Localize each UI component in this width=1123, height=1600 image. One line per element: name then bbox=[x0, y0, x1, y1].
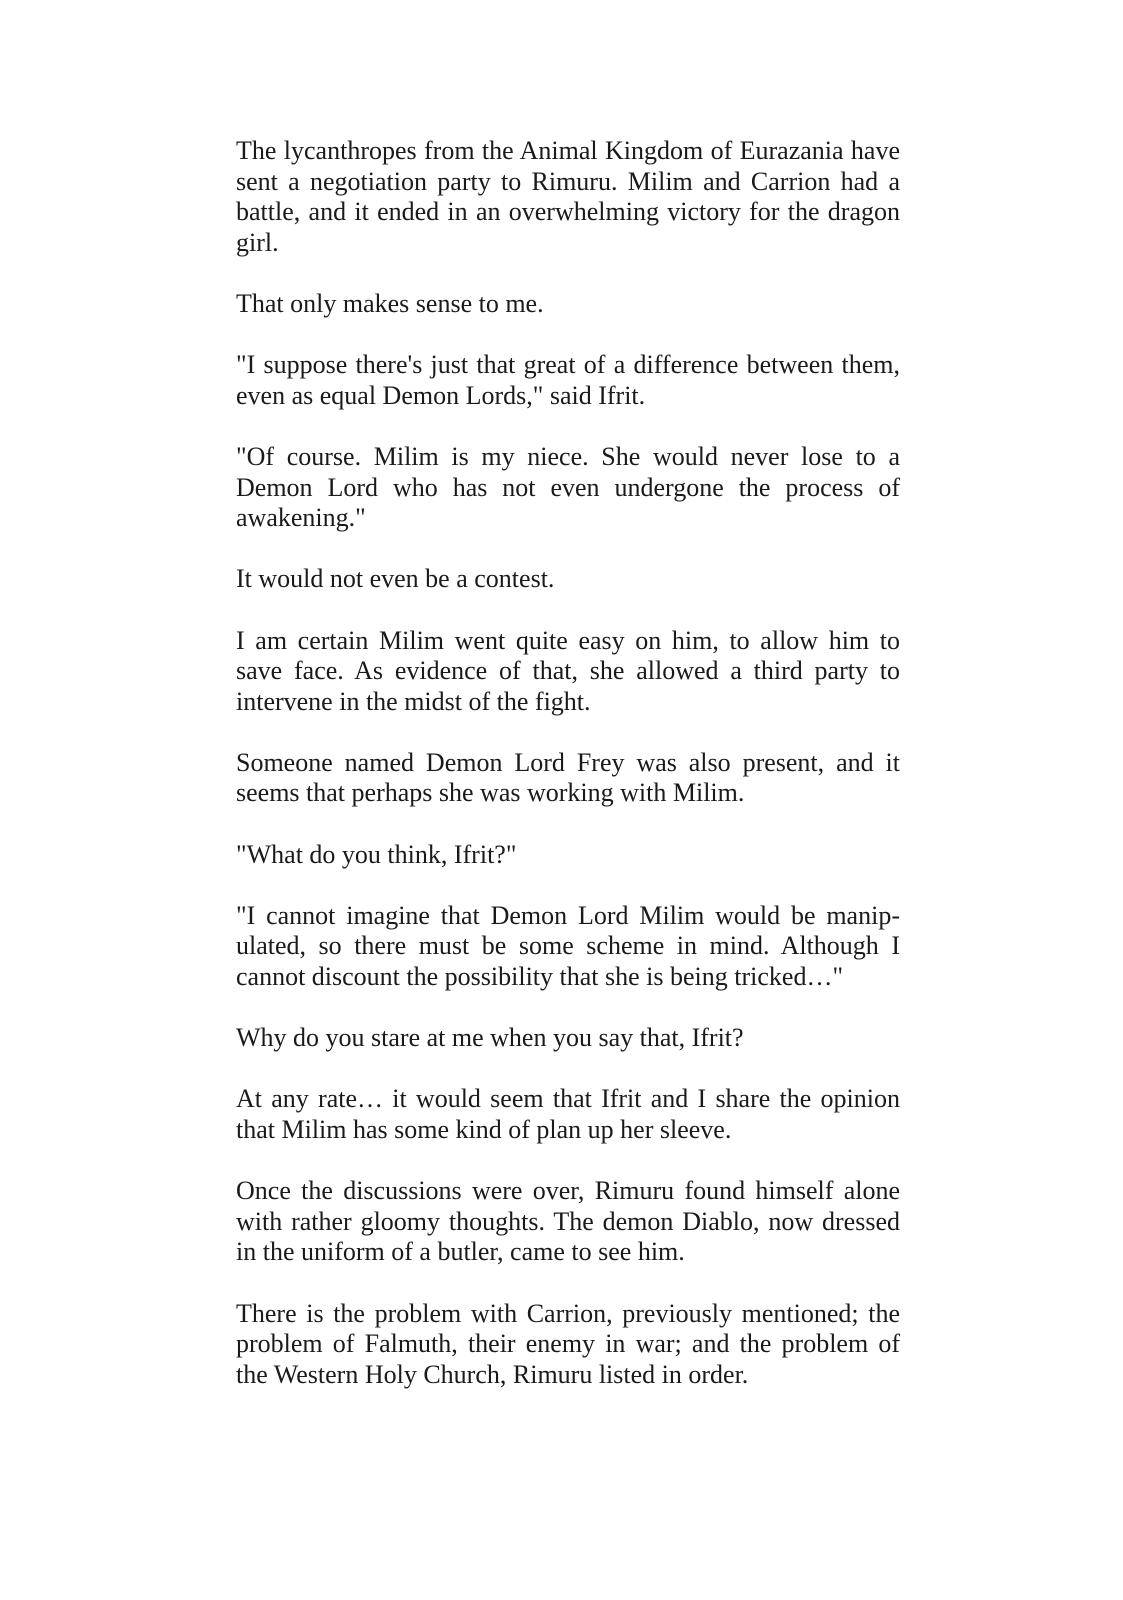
paragraph-11: At any rate… it would seem that Ifrit and I share the opinion that Milim has some kind of plan up her sleeve. bbox=[236, 1084, 900, 1144]
paragraph-5: It would not even be a contest. bbox=[236, 564, 555, 594]
paragraph-8: "What do you think, Ifrit?" bbox=[236, 839, 517, 869]
paragraph-3: "I suppose there's just that great of a difference between them, even as equal Demon Lords," said Ifrit. bbox=[236, 350, 900, 410]
paragraph-9: "I cannot imagine that Demon Lord Milim would be manipulated, so there must be some scheme in mind. Although I cannot discount the possibility that she is being tricked…" bbox=[236, 900, 900, 992]
paragraph-7: Someone named Demon Lord Frey was also present, and it seems that perhaps she was working with Milim. bbox=[236, 747, 900, 808]
paragraph-2: That only makes sense to me. bbox=[236, 288, 544, 318]
paragraph-12: Once the discussions were over, Rimuru found himself alone with rather gloomy thoughts. The demon Diablo, now dressed in the uniform of a butler, came to see him. bbox=[236, 1176, 900, 1267]
paragraph-10: Why do you stare at me when you say that, Ifrit? bbox=[236, 1023, 744, 1053]
paragraph-13: There is the problem with Carrion, previously mentioned; the problem of Falmuth, their enemy in war; and the problem of the Western Holy Church, Rimuru listed in order. bbox=[236, 1298, 900, 1389]
body-text bbox=[236, 136, 900, 1390]
paragraph-6: I am certain Milim went quite easy on him, to allow him to save face. As evidence of that, she allowed a third party to intervene in the midst of the fight. bbox=[236, 625, 900, 716]
paragraph-4: "Of course. Milim is my niece. She would never lose to a Demon Lord who has not even undergone the process of awakening." bbox=[236, 441, 900, 533]
paragraph-1: The lycanthropes from the Animal Kingdom of Eurazania have sent a negotiation party to Rimuru. Milim and Carrion had a battle, and it ended in an overwhelming victory for the dragon girl. bbox=[236, 136, 900, 257]
